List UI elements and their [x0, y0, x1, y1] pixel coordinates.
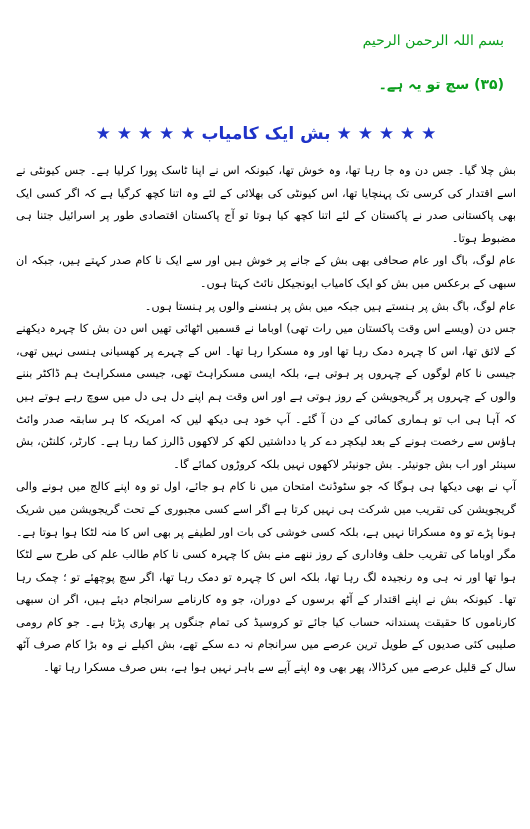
bismillah-header: بسم اللہ الرحمن الرحیم [362, 33, 504, 49]
paragraph-2: عام لوگ، باگ اور عام صحافی بھی بش کے جانے پر خوش ہیں اور سے ایک نا کام صدر کہتے ہیں، جبکہ ان سبھی کے برعکس میں بش کو ایک کامیاب ایونجیکل نائٹ کہتا ہوں۔ [16, 254, 516, 290]
article-title-row [16, 120, 516, 148]
paragraph-4: جس دن (ویسے اس وقت پاکستان میں رات تھی) اوباما نے قسمیں اٹھائی تھیں اس دن بش کا چہرہ دیکھنے کے لائق تھا، اس کا چہرہ دمک رہا تھا اور وہ مسکرا رہا تھا۔ اس کے چہرے پر کھسیانی ہنسی نہیں تھی، جیسی نا کام لوگوں کے چہروں پر ہوتی ہے، بلکہ ایسی مسکراہٹ تھی، جیسی مسکراہٹ ہم ڈاکٹر بننے والوں کے چہروں پر گریجویشن کے روز ہوتی ہے اور اس وقت ہم اپنے دل ہی دل میں سوچ رہے ہوتے ہیں کہ آہا ہی اب تو ہماری کمائی کے دن آ گئے۔ آپ خود ہی دیکھ لیں کہ امریکہ کا ہر سابقہ صدر وائٹ ہاؤس سے رخصت ہونے کے بعد لیکچر دے کر یا دداشتیں لکھ کر لاکھوں ڈالرز کما رہا ہے۔ کارٹر، کلنٹن، بش سینئر اور اب بش جونیئر۔ بش جونیئر لاکھوں نہیں بلکہ کروڑوں کمائے گا۔ [16, 322, 516, 471]
article-title: بش ایک کامیاب [201, 124, 331, 144]
paragraph-5: آپ نے بھی دیکھا ہی ہوگا کہ جو سٹوڈنٹ امتحان میں نا کام ہو جائے، اول تو وہ اپنے کالج میں ہونے والی گریجویشن کی تقریب میں شرکت ہی نہیں کرتا ہے اگر اسے کسی مجبوری کے تحت گریجویشن میں شریک ہونا پڑے تو وہ مسکراتا نہیں ہے، بلکہ کسی خوشی کی بات اور لطیفے پر بھی اس کا منہ لٹکا ہوا ہوتا ہے۔ مگر اوباما کی تقریب حلف وفاداری کے روز ننھے منے بش کا چہرہ کسی نا کام طالب علم کی طرح سے لٹکا ہوا تھا اور نہ ہی وہ رنجیدہ لگ رہا تھا، بلکہ اس کا چہرہ تو دمک رہا تھا، اگر سچ پوچھئے تو ؛ چمک رہا تھا۔ کیونکہ بش نے اپنے اقتدار کے آٹھ برسوں کے دوران، جو وہ کارنامے سرانجام دیئے ہیں، اگر ان سبھی کارناموں کا حقیقت پسندانہ حساب کیا جائے تو کروسیڈ کی تمام جنگوں پر بھاری پڑتا ہے۔ جو کام رومی صلیبی کئی صدیوں کے طویل ترین عرصے میں سرانجام نہ دے سکے تھے، بش اکیلے نے وہ بڑا کام صرف آٹھ سال کے قلیل عرصے میں کرڈالا، پھر بھی وہ اپنے آپے سے باہر نہیں ہوا ہے، بس صرف مسکرا رہا تھا۔ [16, 480, 516, 675]
section-heading: (۳۵) سچ تو یہ ہے۔ [378, 77, 504, 93]
paragraph-1: بش چلا گیا۔ جس دن وہ جا رہا تھا، وہ خوش تھا، کیونکہ اس نے اپنا ٹاسک پورا کرلیا ہے۔ جس کیونٹی نے اسے اقتدار کی کرسی تک پہنچایا تھا، اس کیونٹی کی بھلائی کے لئے وہ اتنا کچھ کرگیا ہے کہ اگر کسی ایک بھی پاکستانی صدر نے پاکستان کے لئے اتنا کچھ کیا ہوتا تو آج پاکستان اقتصادی طور پر اسرائیل جتنا ہی مضبوط ہوتا۔ [16, 164, 516, 245]
paragraph-3: عام لوگ، باگ بش پر ہنستے ہیں جبکہ میں بش پر ہنسنے والوں پر ہنستا ہوں۔ [144, 299, 516, 313]
stars-left-decoration: ★ ★ ★ ★ ★ [95, 124, 196, 144]
stars-right-decoration: ★ ★ ★ ★ ★ [336, 124, 437, 144]
